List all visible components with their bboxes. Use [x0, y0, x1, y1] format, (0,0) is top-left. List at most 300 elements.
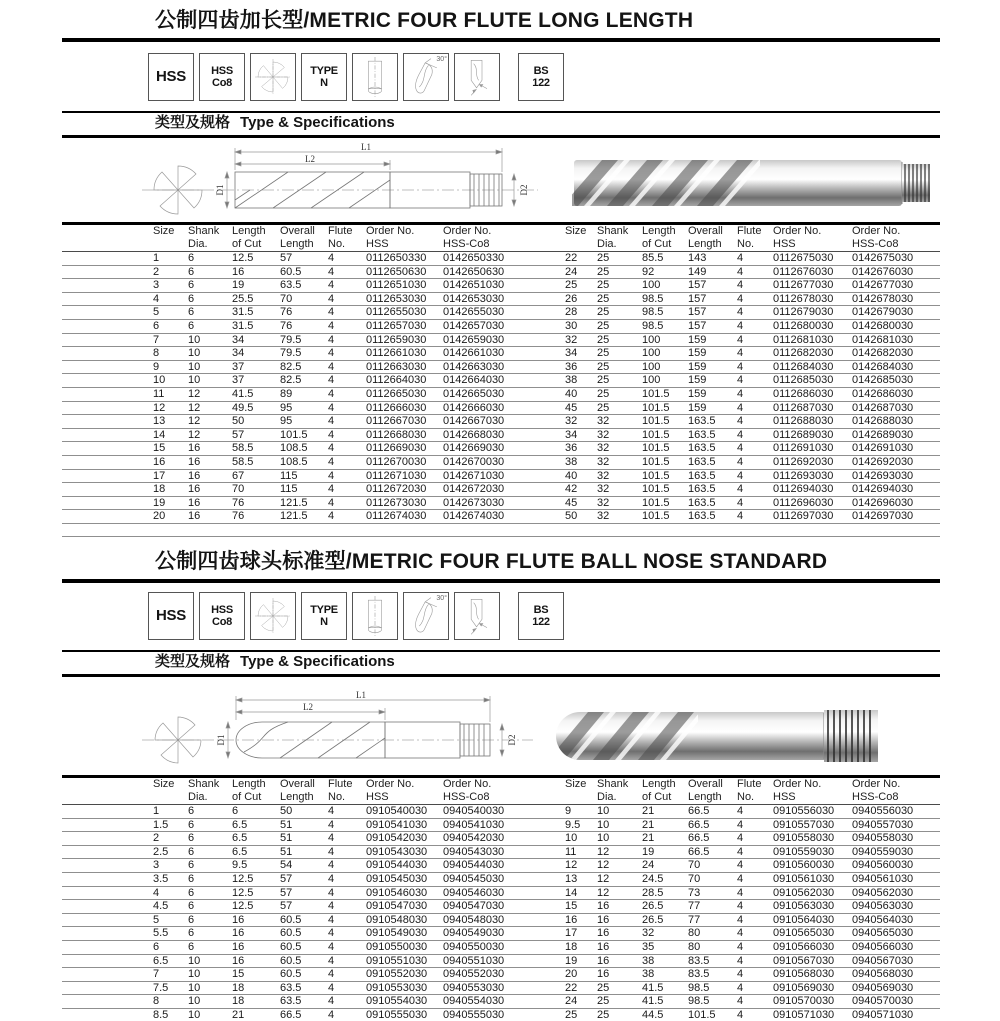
- table-cell: 60.5: [280, 968, 302, 981]
- table-cell: 0112655030: [366, 306, 427, 319]
- table-cell: 4: [737, 510, 744, 523]
- table-cell: 0940546030: [443, 886, 505, 899]
- table-cell: 38: [565, 374, 578, 387]
- column-header-line: Overall: [280, 225, 315, 237]
- table-cell: 16: [232, 940, 245, 953]
- table-cell: 34: [232, 333, 245, 346]
- table-cell: 63.5: [280, 279, 302, 292]
- table-cell: 4.5: [153, 900, 169, 913]
- table-cell: 159: [688, 387, 707, 400]
- table-cell: 0142655030: [443, 306, 505, 319]
- table-cell: 115: [280, 469, 298, 482]
- table-cell: 49.5: [232, 401, 254, 414]
- table-cell: 4: [737, 886, 744, 899]
- table-cell: 79.5: [280, 333, 302, 346]
- table-cell: 0910558030: [773, 832, 835, 845]
- margin-cell: [62, 279, 153, 292]
- column-header-line: Length: [232, 778, 266, 790]
- margin-cell: [62, 470, 153, 483]
- table-cell: 101.5: [642, 469, 670, 482]
- table-cell: 32: [597, 510, 610, 523]
- table-cell: 0940547030: [443, 900, 505, 913]
- table-cell: 7: [153, 333, 160, 346]
- margin-cell: [62, 968, 153, 981]
- type-n-badge: [301, 53, 347, 101]
- table-cell: 0142667030: [443, 415, 505, 428]
- icon-label: TYPE: [310, 604, 338, 616]
- long-length-spec-table: [62, 222, 940, 537]
- table-cell: 4: [737, 927, 744, 940]
- table-cell: 0940562030: [852, 886, 914, 899]
- table-row: [62, 805, 940, 819]
- table-cell: 4: [737, 252, 744, 264]
- table-cell: 8.5: [153, 1008, 169, 1021]
- table-cell: 121.5: [280, 510, 308, 523]
- margin-cell: [62, 510, 153, 523]
- table-cell: 115: [280, 483, 298, 496]
- table-cell: 16: [232, 954, 245, 967]
- table-cell: 4: [328, 347, 335, 360]
- table-cell: 16: [597, 927, 610, 940]
- table-cell: 16: [565, 913, 578, 926]
- table-row: [62, 347, 940, 361]
- table-row: [62, 320, 940, 334]
- column-header-line: Length: [280, 790, 314, 803]
- column-header-line: Size: [153, 778, 175, 790]
- table-cell: 4: [737, 360, 744, 373]
- table-row: [62, 456, 940, 470]
- dim-label-l2: L2: [303, 702, 313, 712]
- table-cell: 0112689030: [773, 428, 834, 441]
- table-cell: 60.5: [280, 954, 302, 967]
- table-cell: 0142692030: [852, 455, 914, 468]
- table-cell: 25.5: [232, 292, 254, 305]
- margin-cell: [62, 927, 153, 940]
- table-cell: 38: [565, 455, 578, 468]
- column-header-line: Order No.: [443, 225, 492, 237]
- column-header-line: Flute: [328, 778, 353, 790]
- table-cell: 0142657030: [443, 319, 505, 332]
- table-row: [62, 995, 940, 1009]
- spacer-cell: [533, 429, 565, 442]
- table-cell: 4: [328, 995, 335, 1008]
- table-cell: 34: [565, 428, 578, 441]
- table-row: [62, 415, 940, 429]
- table-cell: 101.5: [642, 483, 670, 496]
- table-cell: 7.5: [153, 981, 169, 994]
- table-cell: 0910570030: [773, 995, 835, 1008]
- table-cell: 50: [232, 415, 245, 428]
- table-cell: 100: [642, 360, 661, 373]
- table-cell: 66.5: [688, 818, 710, 831]
- table-cell: 0142689030: [852, 428, 914, 441]
- table-cell: 6.5: [232, 832, 248, 845]
- column-header-line: Overall: [688, 778, 723, 790]
- table-row: [62, 388, 940, 402]
- table-cell: 57: [280, 886, 293, 899]
- table-cell: 32: [597, 469, 610, 482]
- table-cell: 0910571030: [773, 1008, 835, 1021]
- table-cell: 6: [188, 306, 195, 319]
- column-header-line: HSS: [773, 790, 796, 803]
- column-header-line: No.: [737, 237, 755, 250]
- table-cell: 50: [280, 805, 293, 817]
- table-cell: 89: [280, 387, 293, 400]
- table-cell: 70: [280, 292, 293, 305]
- table-cell: 4: [328, 886, 335, 899]
- table-cell: 16: [232, 265, 245, 278]
- dim-label-d1: D1: [216, 734, 226, 746]
- table-cell: 6: [188, 845, 195, 858]
- table-cell: 163.5: [688, 469, 716, 482]
- table-cell: 0112688030: [773, 415, 834, 428]
- spacer-cell: [533, 415, 565, 428]
- column-header-line: of Cut: [642, 237, 672, 250]
- icon-label: HSS: [156, 68, 186, 85]
- column-header-line: Order No.: [773, 225, 822, 237]
- table-cell: 3: [153, 279, 160, 292]
- column-header: [153, 778, 188, 804]
- spacer-cell: [533, 955, 565, 968]
- table-cell: 101.5: [642, 442, 670, 455]
- table-cell: 0910568030: [773, 968, 835, 981]
- table-cell: 58.5: [232, 455, 254, 468]
- table-cell: 32: [597, 483, 610, 496]
- table-cell: 100: [642, 374, 661, 387]
- table-cell: 157: [688, 319, 707, 332]
- table-cell: 4: [737, 415, 744, 428]
- table-cell: 0910563030: [773, 900, 835, 913]
- spacer-cell: [533, 361, 565, 374]
- table-cell: 4: [328, 954, 335, 967]
- table-cell: 0910564030: [773, 913, 835, 926]
- column-header: [565, 225, 597, 251]
- table-cell: 0142684030: [852, 360, 914, 373]
- table-cell: 101.5: [280, 428, 308, 441]
- table-row: [62, 982, 940, 996]
- table-cell: 25: [597, 387, 610, 400]
- spacer-cell: [533, 320, 565, 333]
- table-cell: 0142661030: [443, 347, 505, 360]
- section2-title: 公制四齿球头标准型/METRIC FOUR FLUTE BALL NOSE STANDARD: [155, 550, 828, 573]
- margin-cell: [62, 429, 153, 442]
- table-cell: 25: [597, 292, 610, 305]
- table-cell: 0112668030: [366, 428, 427, 441]
- spacer-cell: [533, 306, 565, 319]
- table-header-row: [62, 225, 940, 252]
- column-header: [328, 225, 366, 251]
- table-cell: 70: [688, 872, 701, 885]
- column-header-line: Dia.: [188, 790, 208, 803]
- table-cell: 77: [688, 900, 701, 913]
- table-cell: 16: [597, 968, 610, 981]
- table-cell: 0142650630: [443, 265, 505, 278]
- margin-cell: [62, 456, 153, 469]
- table-cell: 4: [737, 469, 744, 482]
- column-header-line: Length: [688, 790, 722, 803]
- table-cell: 67: [232, 469, 245, 482]
- table-row: [62, 483, 940, 497]
- table-cell: 57: [280, 252, 293, 264]
- table-cell: 44.5: [642, 1008, 664, 1021]
- table-cell: 6: [188, 886, 195, 899]
- table-row: [62, 510, 940, 524]
- table-cell: 108.5: [280, 455, 308, 468]
- table-cell: 31.5: [232, 306, 254, 319]
- table-cell: 12: [188, 415, 201, 428]
- table-cell: 66.5: [688, 805, 710, 817]
- margin-cell: [62, 320, 153, 333]
- spacer-cell: [533, 819, 565, 832]
- table-cell: 0940571030: [852, 1008, 914, 1021]
- table-cell: 159: [688, 401, 707, 414]
- table-cell: 163.5: [688, 415, 716, 428]
- hss-badge: [148, 592, 194, 640]
- spacer-cell: [533, 510, 565, 523]
- bs-122-badge: [518, 592, 564, 640]
- table-cell: 15: [232, 968, 245, 981]
- column-header-line: Length: [232, 225, 266, 237]
- table-cell: 32: [565, 333, 578, 346]
- table-row: [62, 429, 940, 443]
- column-header-line: of Cut: [642, 790, 672, 803]
- column-header-line: HSS: [366, 237, 389, 250]
- column-header: [188, 225, 232, 251]
- table-cell: 100: [642, 279, 661, 292]
- column-header: [443, 778, 533, 804]
- long-length-end-mill-drawing: [140, 142, 540, 222]
- table-cell: 0142651030: [443, 279, 505, 292]
- table-cell: 0940560030: [852, 859, 914, 872]
- table-cell: 0142694030: [852, 483, 914, 496]
- plain-shank-icon: [352, 53, 398, 101]
- table-cell: 0910553030: [366, 981, 428, 994]
- table-cell: 163.5: [688, 442, 716, 455]
- table-cell: 17: [153, 469, 166, 482]
- table-row: [62, 927, 940, 941]
- type-n-badge: [301, 592, 347, 640]
- table-cell: 4: [328, 927, 335, 940]
- table-cell: 159: [688, 347, 707, 360]
- table-cell: 0940551030: [443, 954, 505, 967]
- table-row: [62, 832, 940, 846]
- column-header-line: Shank: [188, 225, 220, 237]
- column-header: [328, 778, 366, 804]
- table-row: [62, 846, 940, 860]
- table-cell: 21: [232, 1008, 245, 1021]
- spacer-cell: [533, 266, 565, 279]
- margin-cell: [62, 483, 153, 496]
- table-cell: 9: [153, 360, 160, 373]
- table-cell: 4: [737, 968, 744, 981]
- table-cell: 60.5: [280, 913, 302, 926]
- icon-label: BS: [533, 604, 549, 616]
- table-cell: 63.5: [280, 995, 302, 1008]
- dim-label-d1: D1: [215, 184, 225, 196]
- table-cell: 4: [328, 387, 335, 400]
- ball-nose-end-mill-drawing: [140, 688, 535, 772]
- table-cell: 1.5: [153, 818, 169, 831]
- table-cell: 4: [328, 279, 335, 292]
- table-cell: 0112697030: [773, 510, 834, 523]
- table-cell: 73: [688, 886, 701, 899]
- table-row: [62, 955, 940, 969]
- table-cell: 4: [737, 374, 744, 387]
- table-cell: 4: [328, 252, 335, 264]
- table-cell: 6: [188, 252, 195, 264]
- table-cell: 4: [328, 496, 335, 509]
- table-cell: 0142697030: [852, 510, 914, 523]
- table-cell: 41.5: [642, 995, 664, 1008]
- table-cell: 31.5: [232, 319, 254, 332]
- table-cell: 76: [232, 496, 245, 509]
- margin-cell: [62, 805, 153, 818]
- table-row: [62, 968, 940, 982]
- table-cell: 0142687030: [852, 401, 914, 414]
- table-cell: 70: [232, 483, 245, 496]
- table-cell: 26.5: [642, 913, 664, 926]
- table-cell: 16: [188, 496, 201, 509]
- table-cell: 37: [232, 374, 245, 387]
- column-header: [642, 778, 688, 804]
- table-cell: 41.5: [232, 387, 254, 400]
- table-cell: 2.5: [153, 845, 169, 858]
- table-cell: 0112666030: [366, 401, 427, 414]
- margin-cell: [62, 293, 153, 306]
- column-header-line: of Cut: [232, 237, 262, 250]
- column-header-line: Length: [642, 225, 676, 237]
- table-cell: 0112680030: [773, 319, 834, 332]
- icon-label: 122: [532, 77, 550, 89]
- column-header-line: Overall: [280, 778, 315, 790]
- column-header: [773, 225, 852, 251]
- spacer-cell: [533, 1009, 565, 1021]
- table-cell: 30: [565, 319, 578, 332]
- table-cell: 0940554030: [443, 995, 505, 1008]
- table-cell: 101.5: [688, 1008, 716, 1021]
- table-cell: 25: [597, 279, 610, 292]
- margin-cell: [62, 914, 153, 927]
- table-cell: 0910561030: [773, 872, 835, 885]
- table-cell: 157: [688, 306, 707, 319]
- table-cell: 0112685030: [773, 374, 834, 387]
- table-cell: 0940564030: [852, 913, 914, 926]
- four-flute-cross-section-icon: [250, 592, 296, 640]
- spacer-cell: [533, 846, 565, 859]
- table-cell: 9.5: [232, 859, 248, 872]
- table-cell: 19: [565, 954, 578, 967]
- table-cell: 4: [737, 387, 744, 400]
- table-cell: 6: [188, 913, 195, 926]
- table-cell: 0142670030: [443, 455, 505, 468]
- table-cell: 32: [597, 455, 610, 468]
- table-header-row: [62, 778, 940, 805]
- table-cell: 101.5: [642, 401, 670, 414]
- divider: [62, 111, 940, 113]
- table-cell: 0112672030: [366, 483, 427, 496]
- spacer-cell: [533, 778, 565, 804]
- table-cell: 95: [280, 415, 293, 428]
- table-cell: 0142680030: [852, 319, 914, 332]
- table-cell: 16: [188, 483, 201, 496]
- table-cell: 0112677030: [773, 279, 834, 292]
- table-cell: 10: [188, 954, 201, 967]
- spacer-cell: [533, 456, 565, 469]
- table-cell: 0910567030: [773, 954, 835, 967]
- table-cell: 0142693030: [852, 469, 914, 482]
- table-cell: 12: [153, 401, 166, 414]
- table-cell: 4: [328, 265, 335, 278]
- hss-badge: [148, 53, 194, 101]
- spacer-cell: [533, 252, 565, 265]
- table-cell: 18: [232, 995, 245, 1008]
- table-cell: 100: [642, 333, 661, 346]
- table-cell: 0940556030: [852, 805, 914, 817]
- table-cell: 25: [597, 306, 610, 319]
- ball-nose-end-mill-photo: [548, 700, 884, 772]
- table-cell: 0142663030: [443, 360, 505, 373]
- table-cell: 0910544030: [366, 859, 428, 872]
- table-cell: 13: [565, 872, 578, 885]
- table-cell: 10: [188, 360, 201, 373]
- table-cell: 108.5: [280, 442, 308, 455]
- spacer-cell: [533, 859, 565, 872]
- table-cell: 34: [565, 347, 578, 360]
- table-cell: 0142688030: [852, 415, 914, 428]
- table-row: [62, 442, 940, 456]
- table-cell: 1: [153, 805, 160, 817]
- table-cell: 51: [280, 845, 293, 858]
- table-cell: 0142685030: [852, 374, 914, 387]
- table-cell: 4: [737, 496, 744, 509]
- table-cell: 4: [328, 913, 335, 926]
- spec-heading: [155, 114, 395, 132]
- table-cell: 25: [597, 374, 610, 387]
- margin-cell: [62, 306, 153, 319]
- table-cell: 0910562030: [773, 886, 835, 899]
- table-cell: 20: [565, 968, 578, 981]
- margin-cell: [62, 402, 153, 415]
- table-cell: 0940569030: [852, 981, 914, 994]
- table-cell: 4: [737, 428, 744, 441]
- table-cell: 10: [188, 333, 201, 346]
- table-cell: 4: [737, 940, 744, 953]
- table-cell: 163.5: [688, 496, 716, 509]
- spec-icon-row: [148, 592, 569, 640]
- table-cell: 4: [328, 319, 335, 332]
- table-row: [62, 334, 940, 348]
- table-cell: 0940559030: [852, 845, 914, 858]
- spec-icon-row: [148, 53, 569, 101]
- table-cell: 4: [737, 401, 744, 414]
- table-cell: 0910569030: [773, 981, 835, 994]
- table-cell: 5.5: [153, 927, 169, 940]
- table-cell: 2: [153, 832, 160, 845]
- table-cell: 0910548030: [366, 913, 428, 926]
- table-cell: 40: [565, 469, 578, 482]
- table-cell: 4: [328, 968, 335, 981]
- margin-cell: [62, 778, 153, 804]
- table-cell: 10: [188, 347, 201, 360]
- icon-label: TYPE: [310, 65, 338, 77]
- table-cell: 0142676030: [852, 265, 914, 278]
- table-cell: 25: [597, 265, 610, 278]
- dim-label-l1: L1: [361, 142, 371, 152]
- table-cell: 0910549030: [366, 927, 428, 940]
- table-row: [62, 402, 940, 416]
- table-cell: 0910555030: [366, 1008, 428, 1021]
- table-cell: 28.5: [642, 886, 664, 899]
